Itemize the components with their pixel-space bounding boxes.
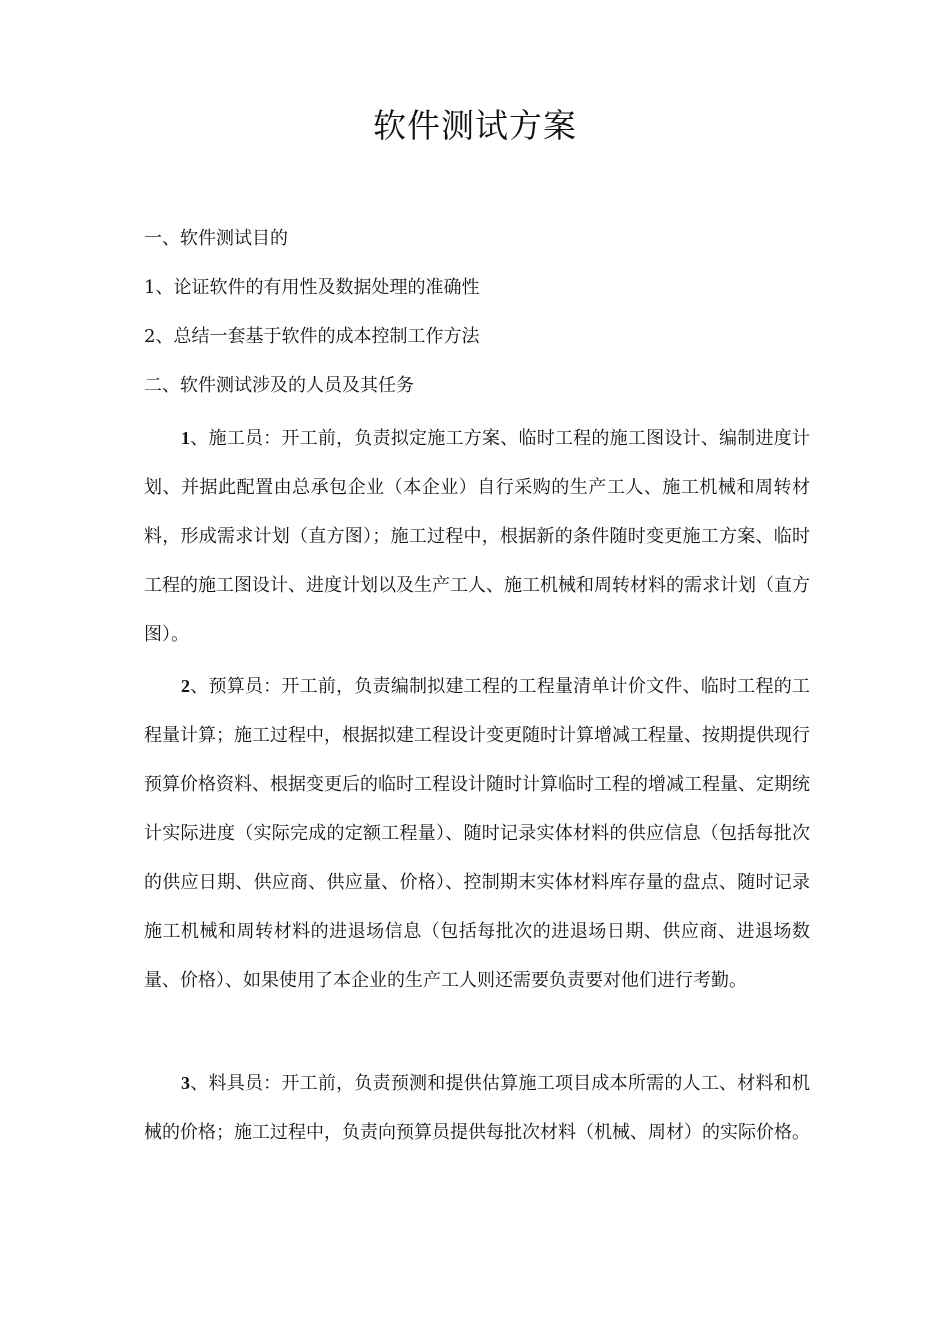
paragraph-number: 3 (181, 1073, 190, 1093)
paragraph-budgeter (144, 662, 810, 1005)
document-title: 软件测试方案 (373, 106, 577, 145)
section-heading-personnel: 二、软件测试涉及的人员及其任务 (144, 375, 414, 396)
paragraph-constructor (144, 414, 810, 659)
list-item-purpose-1: 1、论证软件的有用性及数据处理的准确性 (144, 277, 480, 298)
list-item-purpose-2: 2、总结一套基于软件的成本控制工作方法 (144, 326, 480, 347)
paragraph-number: 1 (181, 428, 190, 448)
paragraph-text: 、施工员：开工前，负责拟定施工方案、临时工程的施工图设计、编制进度计划、并据此配置由总承包企业（本企业）自行采购的生产工人、施工机械和周转材料，形成需求计划（直方图）；施工过程中，根据新的条件随时变更施工方案、临时工程的施工图设计、进度计划以及生产工人、施工机械和周转材料的需求计划（直方图）。 (144, 428, 810, 645)
paragraph-materials-clerk (144, 1059, 810, 1157)
paragraph-number: 2 (181, 676, 190, 696)
paragraph-text: 、预算员：开工前，负责编制拟建工程的工程量清单计价文件、临时工程的工程量计算；施工过程中，根据拟建工程设计变更随时计算增减工程量、按期提供现行预算价格资料、根据变更后的临时工程设计随时计算临时工程的增减工程量、定期统计实际进度（实际完成的定额工程量）、随时记录实体材料的供应信息（包括每批次的供应日期、供应商、供应量、价格）、控制期末实体材料库存量的盘点、随时记录施工机械和周转材料的进退场信息（包括每批次的进退场日期、供应商、进退场数量、价格）、如果使用了本企业的生产工人则还需要负责要对他们进行考勤。 (144, 676, 810, 991)
paragraph-text: 、料具员：开工前，负责预测和提供估算施工项目成本所需的人工、材料和机械的价格；施工过程中，负责向预算员提供每批次材料（机械、周材）的实际价格。 (144, 1073, 810, 1143)
section-heading-purpose: 一、软件测试目的 (144, 228, 288, 249)
